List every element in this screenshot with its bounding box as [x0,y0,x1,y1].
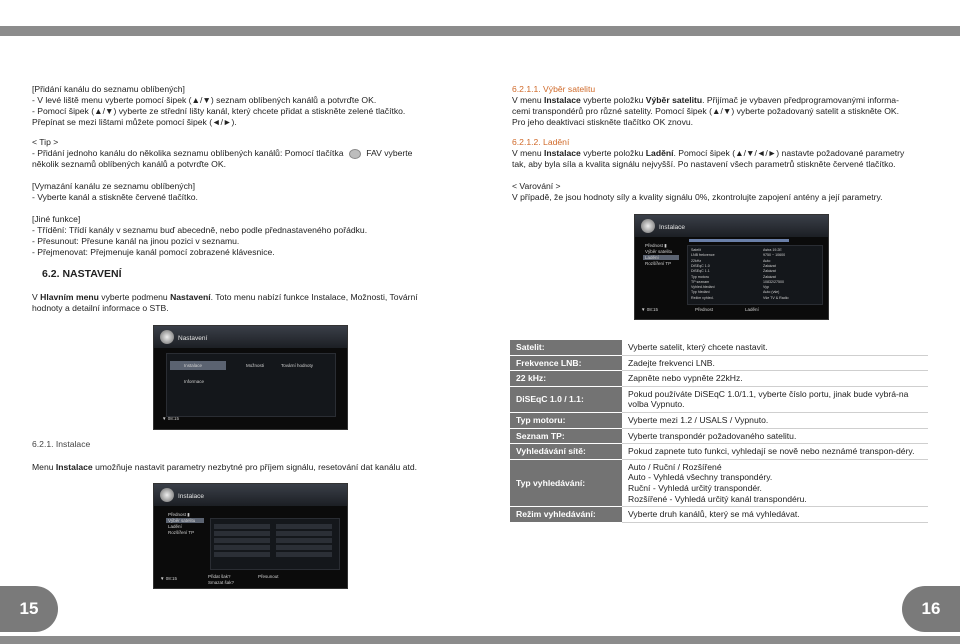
shot3-title: Instalace [659,224,686,231]
table-value: Zapněte nebo vypněte 22kHz. [622,371,928,387]
shot3-param-label: Typ hledání [691,290,710,295]
table-value: Pokud používáte DiSEqC 1.0/1.1, vyberte číslo portu, jinak bude vybrá-na volba Vypnuto. [622,386,928,412]
page-number-left: 15 [0,586,58,632]
shot3-menu-1: Výběr satelitu [645,249,673,254]
shot2-list-row [214,538,270,543]
shot2-list-row [276,552,332,557]
shot3-time: ▼ 08:15 [641,307,658,312]
shot2-menu-0: Přednost ▮ [168,512,190,517]
shot2-status-1: Přidat šak? [208,574,231,579]
table-row [510,371,928,387]
p2-rest: . Pomocí šipek (▲/▼/◄/►) nastavte požadované parametry [673,148,905,158]
table-value: Vyberte satelit, který chcete nastavit. [622,340,928,355]
p2-word: vyberte položku [583,148,644,158]
table-value: Auto / Ruční / Rozšířené Auto - Vyhledá všechny transpondéry. Ruční - Vyhledá určitý transpondér. Rozšířené - Vyhledá určitý kanál transpondéru. [622,459,928,506]
shot2-list-row [214,552,270,557]
p2-tune-term: Ladění [645,148,674,158]
shot-item-info: Informace [184,379,205,384]
sub-rest: umožňuje nastavit parametry nezbytné pro příjem signálu, resetování dat kanálu atd. [95,462,418,472]
fav-del-title: [Vymazání kanálu ze seznamu oblíbených] [32,181,196,191]
warning-text: V případě, že jsou hodnoty síly a kvality signálu 0%, zkontrolujte zapojení antény a její parametry. [512,192,883,202]
right-heading-2: 6.2.1.2. Ladění [512,137,570,147]
shot3-param-value: Astra 19.2E [763,248,782,252]
fav-button-icon [349,149,361,159]
tip-line-1-end: FAV vyberte [366,148,413,158]
shot-title: Nastavení [178,335,208,342]
p1-install-term: Instalace [544,95,581,105]
table-row [510,340,928,355]
other-move: - Přesunout: Přesune kanál na jinou pozici v seznamu. [32,236,240,246]
tip-line-1-text: - Přidání jednoho kanálu do několika seznamu oblíbených kanálů: Pomocí tlačítka [32,148,344,158]
table-key: Režim vyhledávání: [510,507,622,523]
shot3-status-2: Ladění [745,307,759,312]
intro-rest: . Toto menu nabízí funkce Instalace, Možnosti, Tovární [210,292,418,302]
right-p2-line-1 [512,148,904,159]
section-title: NASTAVENÍ [62,268,122,280]
shot2-menu-3: Rozšíření TP [168,530,195,535]
top-decor-bar [0,26,960,36]
table-key: 22 kHz: [510,371,622,387]
tuning-screenshot [634,214,829,320]
shot3-param-value: Vše TV & Radio [763,295,789,300]
shot2-list-row [276,524,332,529]
tip-line-1 [32,148,412,159]
shot-item-options: Možnosti [246,363,265,368]
tip-line-2: několik seznamů oblíbených kanálů a potvrďte OK. [32,159,226,169]
shot3-param-label: DiSEqC 1.1 [691,269,710,274]
shot3-menu-2: Ladění [645,255,659,260]
shot2-list-row [276,538,332,543]
shot3-param-label: TP seznam [691,279,710,284]
shot2-menu-1: Výběr satelitu [168,518,196,523]
table-row [510,386,928,412]
shot3-param-value: Zakázat [763,274,776,279]
p1-sat-term: Výběr satelitu [645,95,703,105]
shot3-param-value: Zakázat [763,263,776,268]
table-key: DiSEqC 1.0 / 1.1: [510,386,622,412]
shot3-param-label: Režim vyhled. [691,295,714,300]
shot3-param-value: Vyp [763,285,770,290]
warning-title: < Varování > [512,181,561,191]
shot2-list-row [214,545,270,550]
section-number: 6.2. [42,268,60,280]
table-key: Satelit: [510,340,622,355]
shot2-status-3: Smazat šak? [208,580,235,585]
p1-word: vyberte položku [583,95,644,105]
shot2-list-row [214,524,270,529]
shot3-menu-0: Přednost ▮ [645,243,667,248]
page-number-right: 16 [902,586,960,632]
main-menu-term: Hlavním menu [40,292,99,302]
table-row [510,507,928,523]
subsection-title: 6.2.1. Instalace [32,439,91,449]
settings-menu-screenshot [153,325,348,430]
intro-word: vyberte podmenu [101,292,168,302]
table-row [510,412,928,428]
shot2-menu-2: Ladění [168,524,182,529]
shot3-param-value: Zakázat [763,269,776,274]
shot3-param-label: Satelit [691,248,701,252]
p1-word: V menu [512,95,542,105]
table-key: Frekvence LNB: [510,355,622,371]
right-heading-1: 6.2.1.1. Výběr satelitu [512,84,596,94]
parameter-table-body [510,340,928,522]
shot3-param-label: 22kHz [691,258,702,263]
table-row [510,459,928,506]
bottom-decor-bar [0,636,960,644]
shot-item-install: Instalace [184,363,203,368]
table-value: Vyberte mezi 1.2 / USALS / Vypnuto. [622,412,928,428]
table-key: Vyhledávání sítě: [510,444,622,460]
other-sort: - Třídění: Třídí kanály v seznamu buď abecedně, nebo podle přednastaveného pořádku. [32,225,368,235]
install-list-screenshot [153,483,348,589]
shot2-title: Instalace [178,493,205,500]
install-logo-icon [160,488,174,502]
tuning-logo-icon [641,219,655,233]
settings-logo-icon [160,330,174,344]
table-key: Typ vyhledávání: [510,459,622,506]
shot2-list-row [276,545,332,550]
shot3-param-value: Auto (vše) [763,290,780,295]
settings-term: Nastavení [170,292,211,302]
intro-word: V [32,292,38,302]
shot-status: ▼ 08:15 [162,416,179,421]
shot3-menu-3: Rozšíření TP [645,261,672,266]
shot-item-factory: Tovární hodnoty [281,363,314,368]
subsection-text [32,462,417,473]
fav-add-step-2: - Pomocí šipek (▲/▼) vyberte ze střední lišty kanál, který chcete přidat a stiskněte zelené tlačítko. [32,106,406,116]
right-p1-line-3: Pro jeho deaktivaci stiskněte tlačítko OK znovu. [512,117,694,127]
shot2-list-row [214,531,270,536]
intro-line-2: hodnoty a detailní informace o STB. [32,303,169,313]
shot3-signal-bar [689,239,789,242]
table-key: Typ motoru: [510,412,622,428]
fav-add-step-3: Přepínat se mezi lištami můžete pomocí šipek (◄/►). [32,117,237,127]
right-p2-line-2: tak, aby byla síla a kvalita signálu nejvyšší. Po nastavení všech parametrů stiskněte červené tlačítko. [512,159,896,169]
shot3-param-value: 9750 ~ 10600 [763,253,786,258]
other-title: [Jiné funkce] [32,214,81,224]
fav-add-title: [Přidání kanálu do seznamu oblíbených] [32,84,185,94]
table-key: Seznam TP: [510,428,622,444]
table-value: Pokud zapnete tuto funkci, vyhledají se nově nebo neznámé transpon-déry. [622,444,928,460]
shot3-param-label: Typ motoru [691,274,709,279]
sub-word: Menu [32,462,54,472]
p1-rest: . Přijímač je vybaven předprogramovanými informa- [702,95,899,105]
intro-line-1 [32,292,418,303]
parameter-table [510,340,928,523]
shot2-status-2: Přesunout [258,574,279,579]
shot3-param-label: DiSEqC 1.0 [691,263,710,268]
table-value: Zadejte frekvenci LNB. [622,355,928,371]
shot3-param-label: LNB frekvence [691,253,715,258]
fav-add-step-1: - V levé liště menu vyberte pomocí šipek (▲/▼) seznam oblíbených kanálů a potvrďte OK. [32,95,377,105]
table-value: Vyberte druh kanálů, který se má vyhledávat. [622,507,928,523]
shot2-time: ▼ 08:15 [160,576,177,581]
section-heading [42,269,122,280]
right-p1-line-1 [512,95,899,106]
install-term: Instalace [55,462,93,472]
shot3-status-1: Přednost [695,307,714,312]
shot3-param-label: Vyhled.hledání [691,285,715,290]
shot2-list-row [276,531,332,536]
table-row [510,444,928,460]
table-row [510,355,928,371]
tip-title: < Tip > [32,137,59,147]
shot3-param-value: 10832/27500 [763,279,784,284]
p2-install-term: Instalace [544,148,581,158]
table-row [510,428,928,444]
fav-del-step: - Vyberte kanál a stiskněte červené tlačítko. [32,192,198,202]
shot3-param-value: Auto [763,258,771,263]
p2-word: V menu [512,148,542,158]
right-p1-line-2: cemi transpondérů pro různé satelity. Pomocí šipek (▲/▼) vyberte požadovaný satelit a stiskněte OK. [512,106,900,116]
other-rename: - Přejmenovat: Přejmenuje kanál pomocí zobrazené klávesnice. [32,247,275,257]
table-value: Vyberte transpondér požadovaného satelitu. [622,428,928,444]
